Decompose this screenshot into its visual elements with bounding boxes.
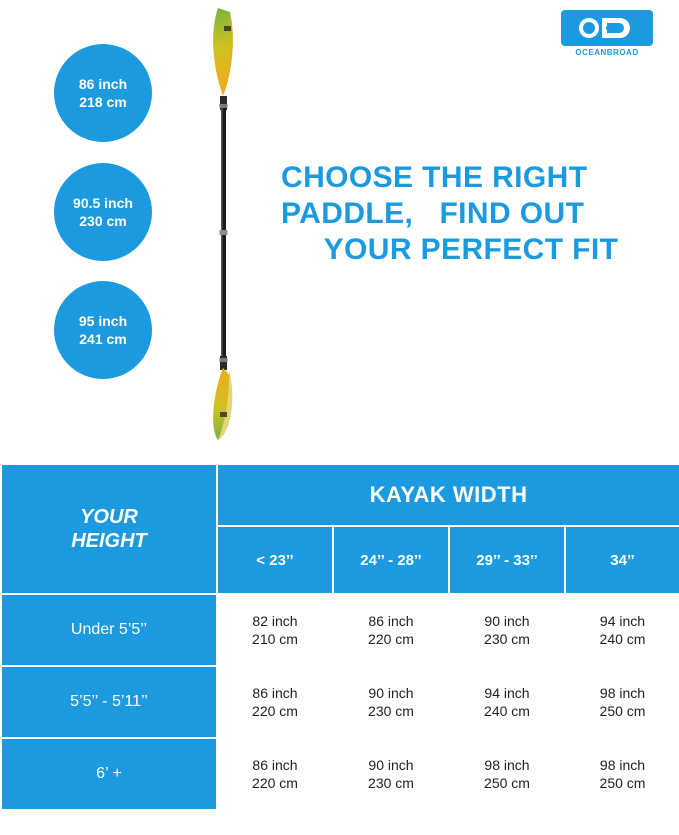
- table-cell: [449, 594, 565, 666]
- table-row: [1, 738, 679, 810]
- headline-line-1: CHOOSE THE RIGHT: [281, 161, 588, 194]
- table-row: [1, 594, 679, 666]
- table-cell: [565, 738, 679, 810]
- length-bubble-cm: 218 cm: [79, 94, 127, 110]
- your-height-header-line1: YOUR: [80, 506, 138, 528]
- cell-inch: 82 inch: [252, 613, 298, 629]
- page-title: [281, 160, 661, 268]
- brand-logo: [561, 10, 653, 62]
- table-cell: [217, 738, 333, 810]
- cell-inch: 94 inch: [484, 685, 530, 701]
- kayak-width-header: KAYAK WIDTH: [217, 464, 679, 526]
- width-column-header: 29’’ - 33’’: [449, 526, 565, 594]
- height-row-label: 5’5’’ - 5’11’’: [1, 666, 217, 738]
- table-cell: [449, 738, 565, 810]
- cell-cm: 210 cm: [252, 631, 298, 647]
- cell-cm: 250 cm: [599, 703, 646, 719]
- cell-cm: 220 cm: [252, 775, 298, 791]
- table-cell: [217, 594, 333, 666]
- length-bubble: [54, 281, 152, 379]
- cell-inch: 94 inch: [599, 613, 646, 629]
- cell-inch: 86 inch: [252, 685, 298, 701]
- length-bubble-cm: 241 cm: [79, 331, 127, 347]
- cell-cm: 230 cm: [368, 775, 414, 791]
- cell-inch: 98 inch: [599, 757, 646, 773]
- table-row: [1, 666, 679, 738]
- width-column-header: < 23’’: [217, 526, 333, 594]
- length-bubble-inch: 95 inch: [78, 313, 128, 329]
- width-column-header: 24’’ - 28’’: [333, 526, 449, 594]
- cell-cm: 220 cm: [368, 631, 414, 647]
- cell-inch: 90 inch: [368, 685, 414, 701]
- headline-line-2: PADDLE, FIND OUT: [281, 197, 585, 230]
- cell-cm: 230 cm: [484, 631, 530, 647]
- table-cell: [217, 666, 333, 738]
- cell-inch: 98 inch: [484, 757, 530, 773]
- length-bubble-cm: 230 cm: [79, 213, 127, 229]
- cell-cm: 220 cm: [252, 703, 298, 719]
- length-bubble: [54, 163, 152, 261]
- table-header-row: [1, 464, 679, 526]
- kayak-paddle-illustration: [196, 4, 266, 444]
- height-row-label: Under 5’5’’: [1, 594, 217, 666]
- cell-cm: 240 cm: [484, 703, 530, 719]
- cell-inch: 98 inch: [599, 685, 646, 701]
- length-bubble-inch: 90.5 inch: [73, 195, 133, 211]
- your-height-header-line2: HEIGHT: [71, 530, 147, 552]
- length-bubble: [54, 44, 152, 142]
- table-cell: [333, 738, 449, 810]
- table-cell: [333, 594, 449, 666]
- your-height-header: [1, 464, 217, 594]
- cell-cm: 250 cm: [599, 775, 646, 791]
- cell-inch: 90 inch: [484, 613, 530, 629]
- table-cell: [333, 666, 449, 738]
- cell-cm: 240 cm: [599, 631, 646, 647]
- length-bubble-inch: 86 inch: [78, 76, 128, 92]
- table-cell: [565, 594, 679, 666]
- cell-inch: 90 inch: [368, 757, 414, 773]
- cell-inch: 86 inch: [252, 757, 298, 773]
- headline-line-3: YOUR PERFECT FIT: [323, 233, 619, 266]
- height-row-label: 6’ +: [1, 738, 217, 810]
- width-column-header: 34’’: [565, 526, 679, 594]
- cell-inch: 86 inch: [368, 613, 414, 629]
- brand-name: OCEANBROAD: [575, 48, 639, 57]
- table-cell: [565, 666, 679, 738]
- cell-cm: 230 cm: [368, 703, 414, 719]
- oceanbroad-logo-icon: [561, 10, 653, 46]
- table-cell: [449, 666, 565, 738]
- paddle-size-table: [0, 463, 679, 811]
- cell-cm: 250 cm: [484, 775, 530, 791]
